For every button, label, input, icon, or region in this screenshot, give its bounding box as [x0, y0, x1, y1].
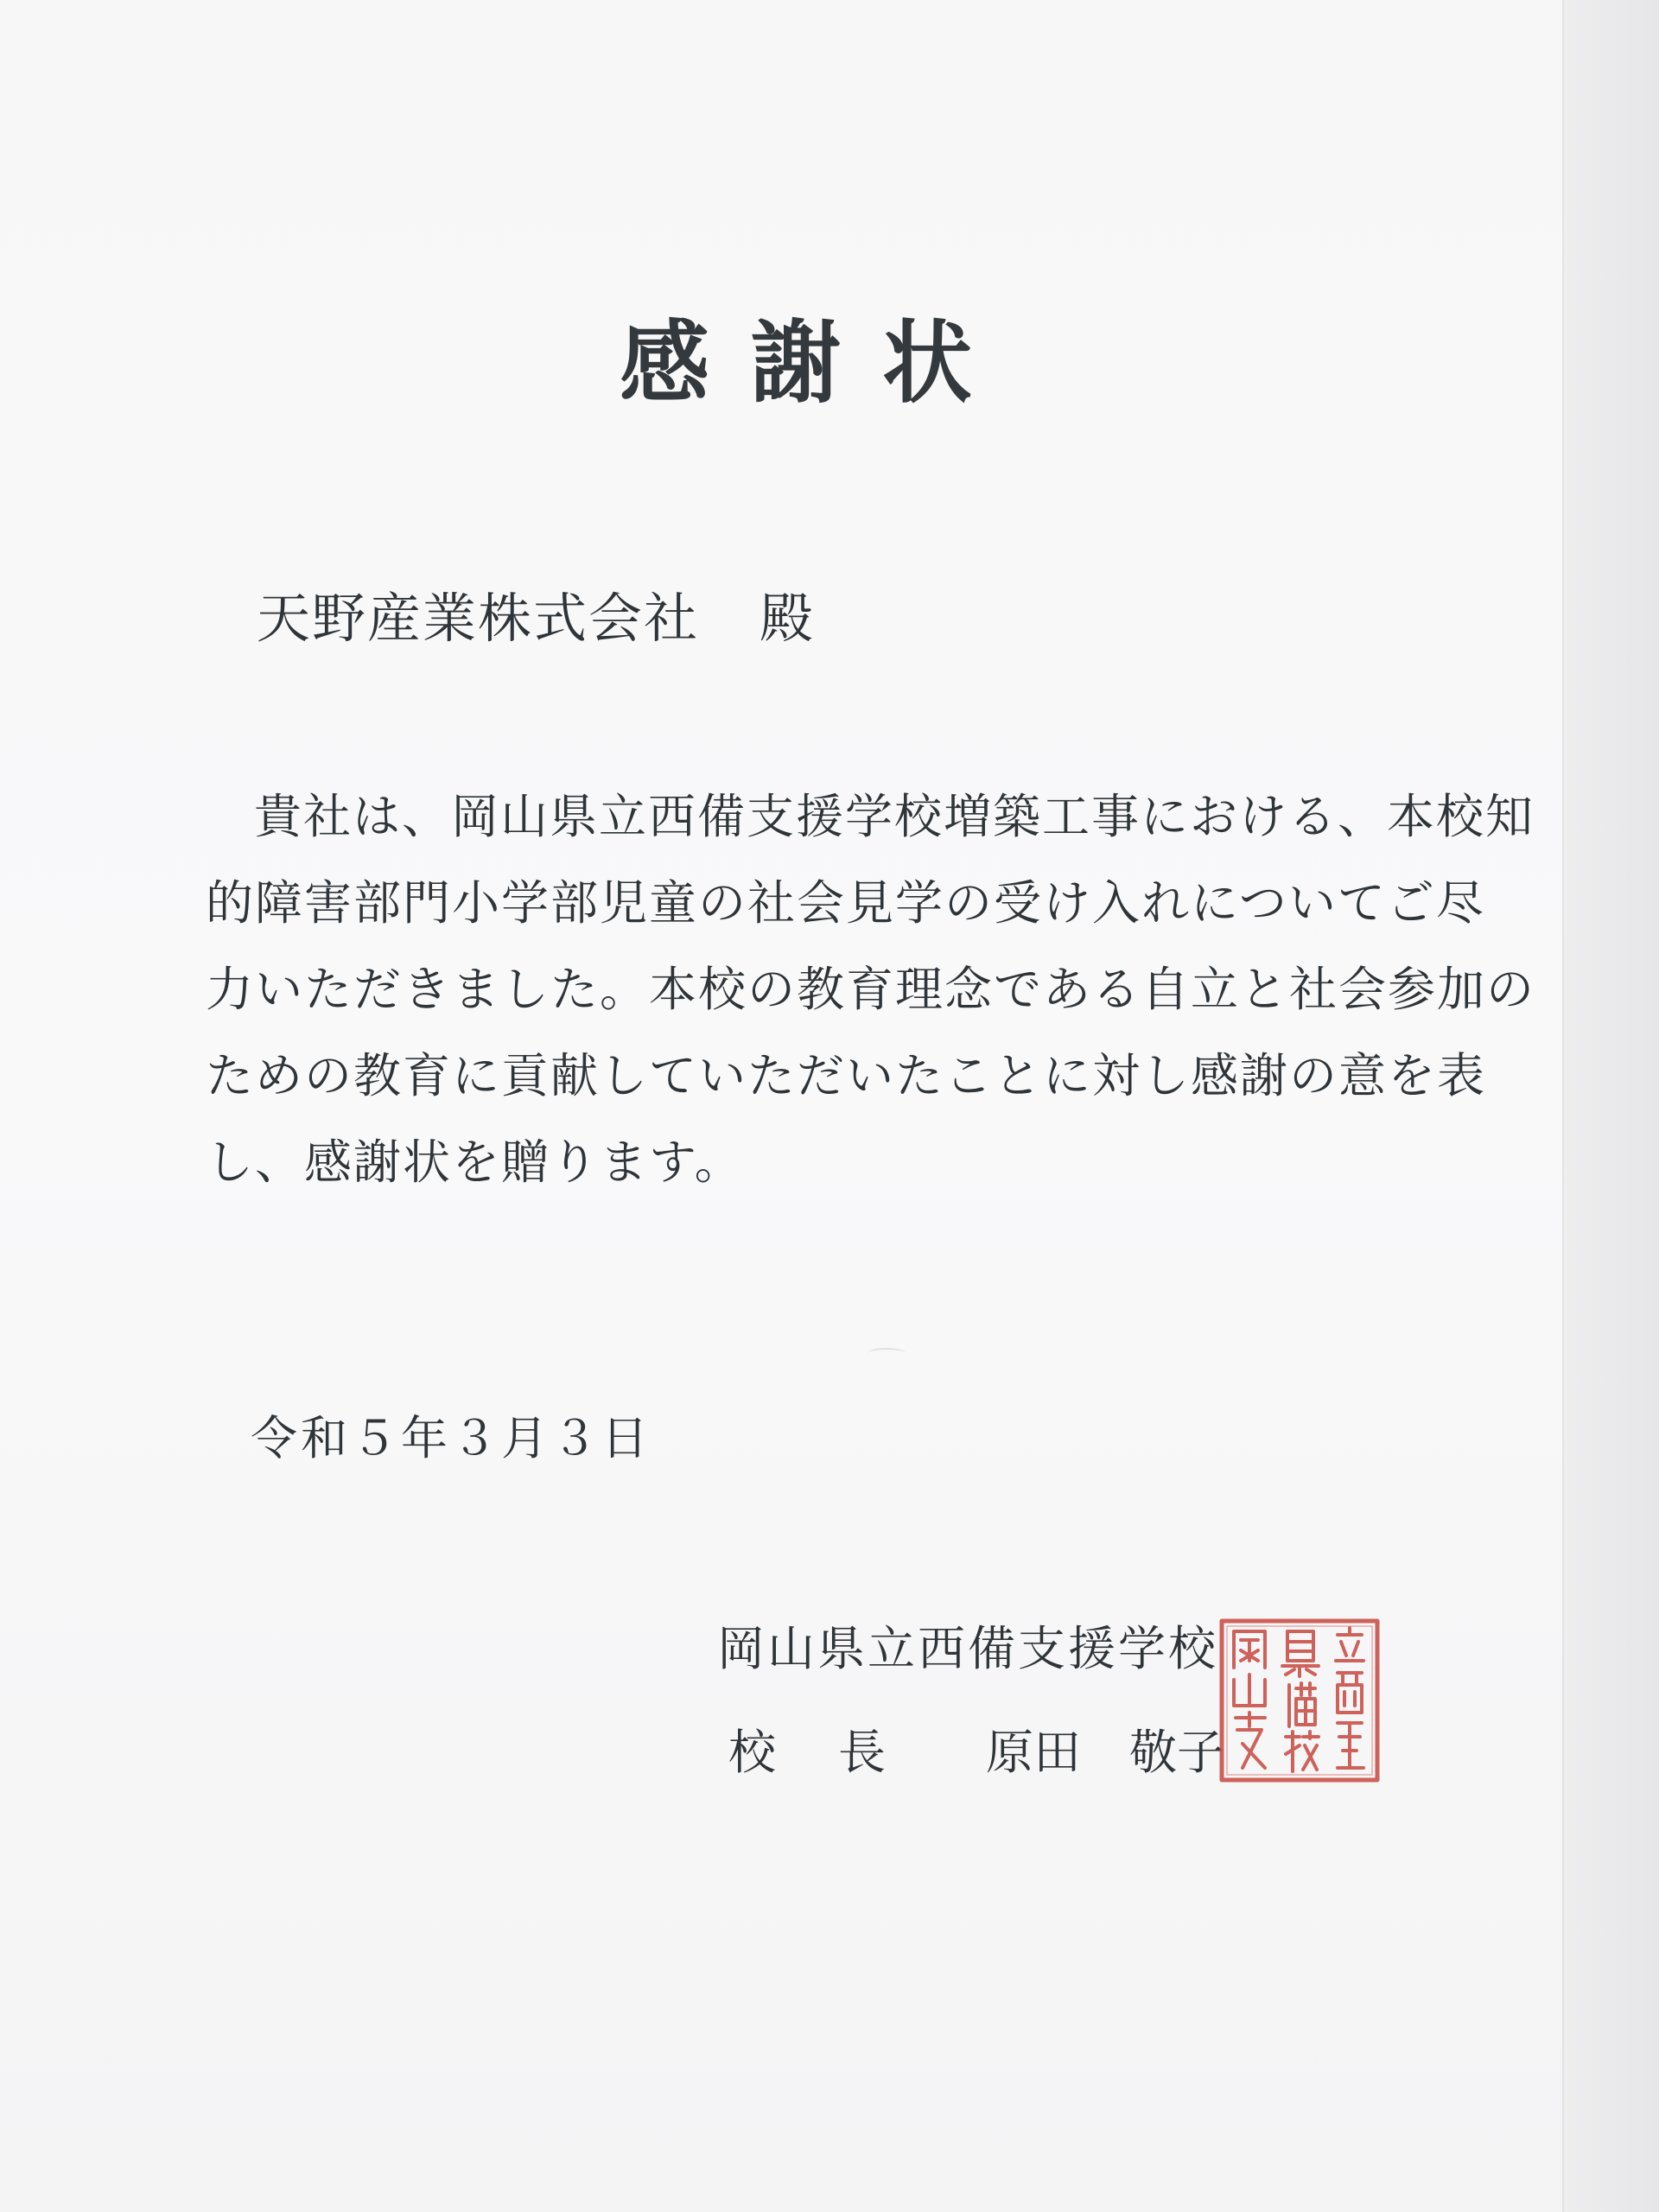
principal-surname: 原田	[986, 1725, 1082, 1780]
recipient-honorific: 殿	[760, 587, 816, 650]
recipient-line	[257, 582, 815, 656]
body-line: 的障害部門小学部児童の社会見学の受け入れについてご尽	[206, 875, 1485, 931]
body-line: ための教育に貢献していただいたことに対し感謝の意を表	[206, 1048, 1487, 1103]
seal-glyph	[1234, 1631, 1265, 1768]
issuer-principal	[728, 1718, 1224, 1787]
paper-smudge	[868, 1348, 906, 1358]
official-seal-stamp	[1217, 1616, 1382, 1785]
body-line: 貴社は、岡山県立西備支援学校増築工事における、本校知	[254, 789, 1535, 844]
recipient-name: 天野産業株式会社	[257, 587, 700, 650]
principal-given-name: 敬子	[1129, 1725, 1225, 1780]
body-line: し、感謝状を贈ります。	[206, 1135, 744, 1190]
issue-date: 令和５年３月３日	[251, 1411, 652, 1465]
principal-title-char: 長	[838, 1725, 887, 1780]
seal-glyph	[1336, 1628, 1363, 1768]
certificate-title: 感謝状	[619, 310, 1014, 416]
certificate-body	[206, 773, 1535, 1205]
principal-title-char: 校	[728, 1725, 777, 1780]
body-line: 力いただきました。本校の教育理念である自立と社会参加の	[206, 962, 1536, 1017]
seal-glyph	[1282, 1631, 1319, 1771]
issuer-school: 岡山県立西備支援学校	[717, 1621, 1219, 1676]
